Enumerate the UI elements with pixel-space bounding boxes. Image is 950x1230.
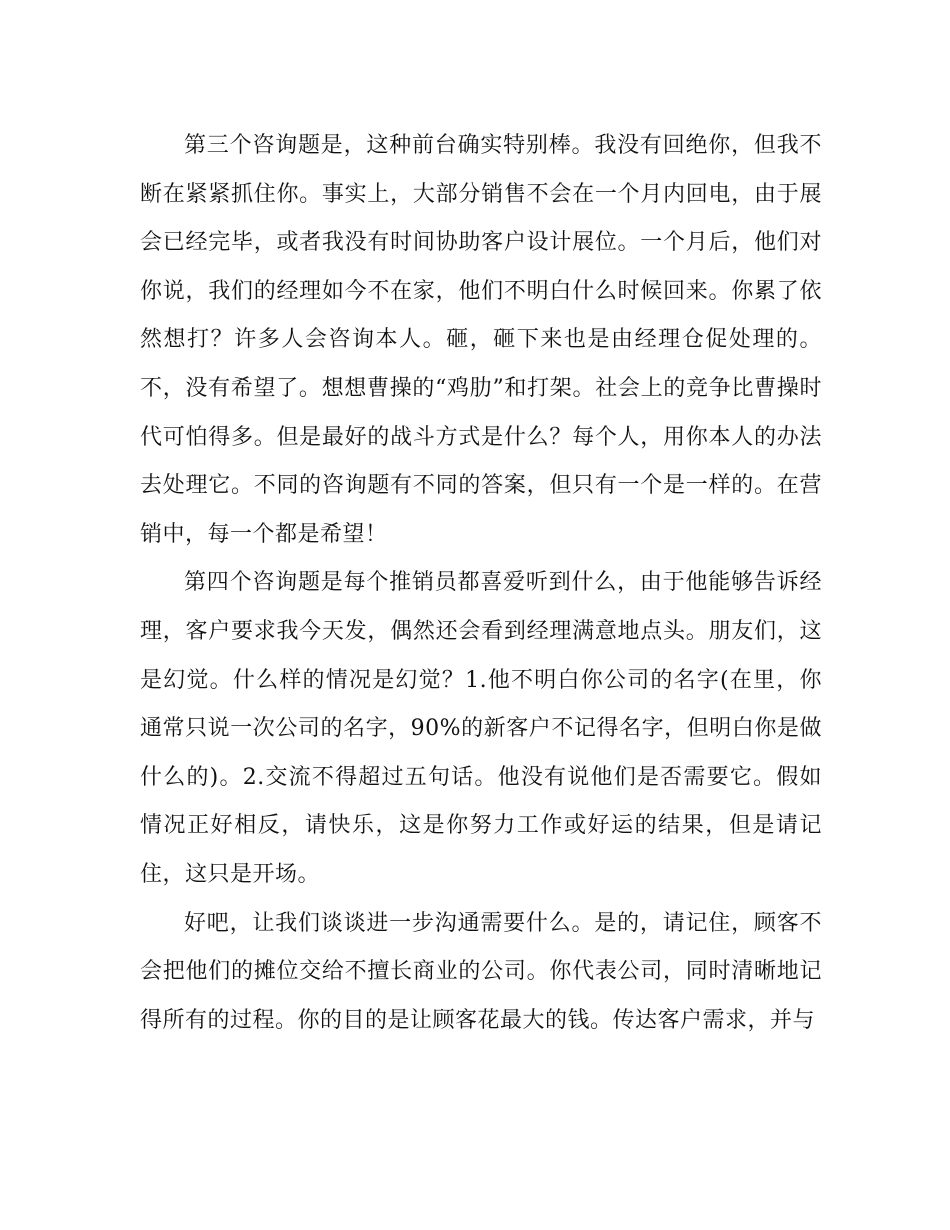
paragraph-2: 第四个咨询题是每个推销员都喜爱听到什么，由于他能够告诉经理，客户要求我今天发，偶然还会看到经理满意地点头。朋友们，这是幻觉。什么样的情况是幻觉？1.他不明白你公司的名字(在里，你通常只说一次公司的名字，90%的新客户不记得名字，但明白你是做什么的)。2.交流不得超过五句话。他没有说他们是否需要它。假如情况正好相反，请快乐，这是你努力工作或好运的结果，但是请记住，这只是开场。 xyxy=(140,570,822,887)
paragraph-3: 好吧，让我们谈谈进一步沟通需要什么。是的，请记住，顾客不会把他们的摊位交给不擅长商业的公司。你代表公司，同时清晰地记得所有的过程。你的目的是让顾客花最大的钱。传达客户需求，并与 xyxy=(140,910,822,1033)
paragraph-1: 第三个咨询题是，这种前台确实特别棒。我没有回绝你，但我不断在紧紧抓住你。事实上，大部分销售不会在一个月内回电，由于展会已经完毕，或者我没有时间协助客户设计展位。一个月后，他们对你说，我们的经理如今不在家，他们不明白什么时候回来。你累了依然想打？许多人会咨询本人。砸，砸下来也是由经理仓促处理的。不，没有希望了。想想曹操的“鸡肋”和打架。社会上的竞争比曹操时代可怕得多。但是最好的战斗方式是什么？每个人，用你本人的办法去处理它。不同的咨询题有不同的答案，但只有一个是一样的。在营销中，每一个都是希望！ xyxy=(140,133,822,547)
document-body xyxy=(140,122,822,1045)
